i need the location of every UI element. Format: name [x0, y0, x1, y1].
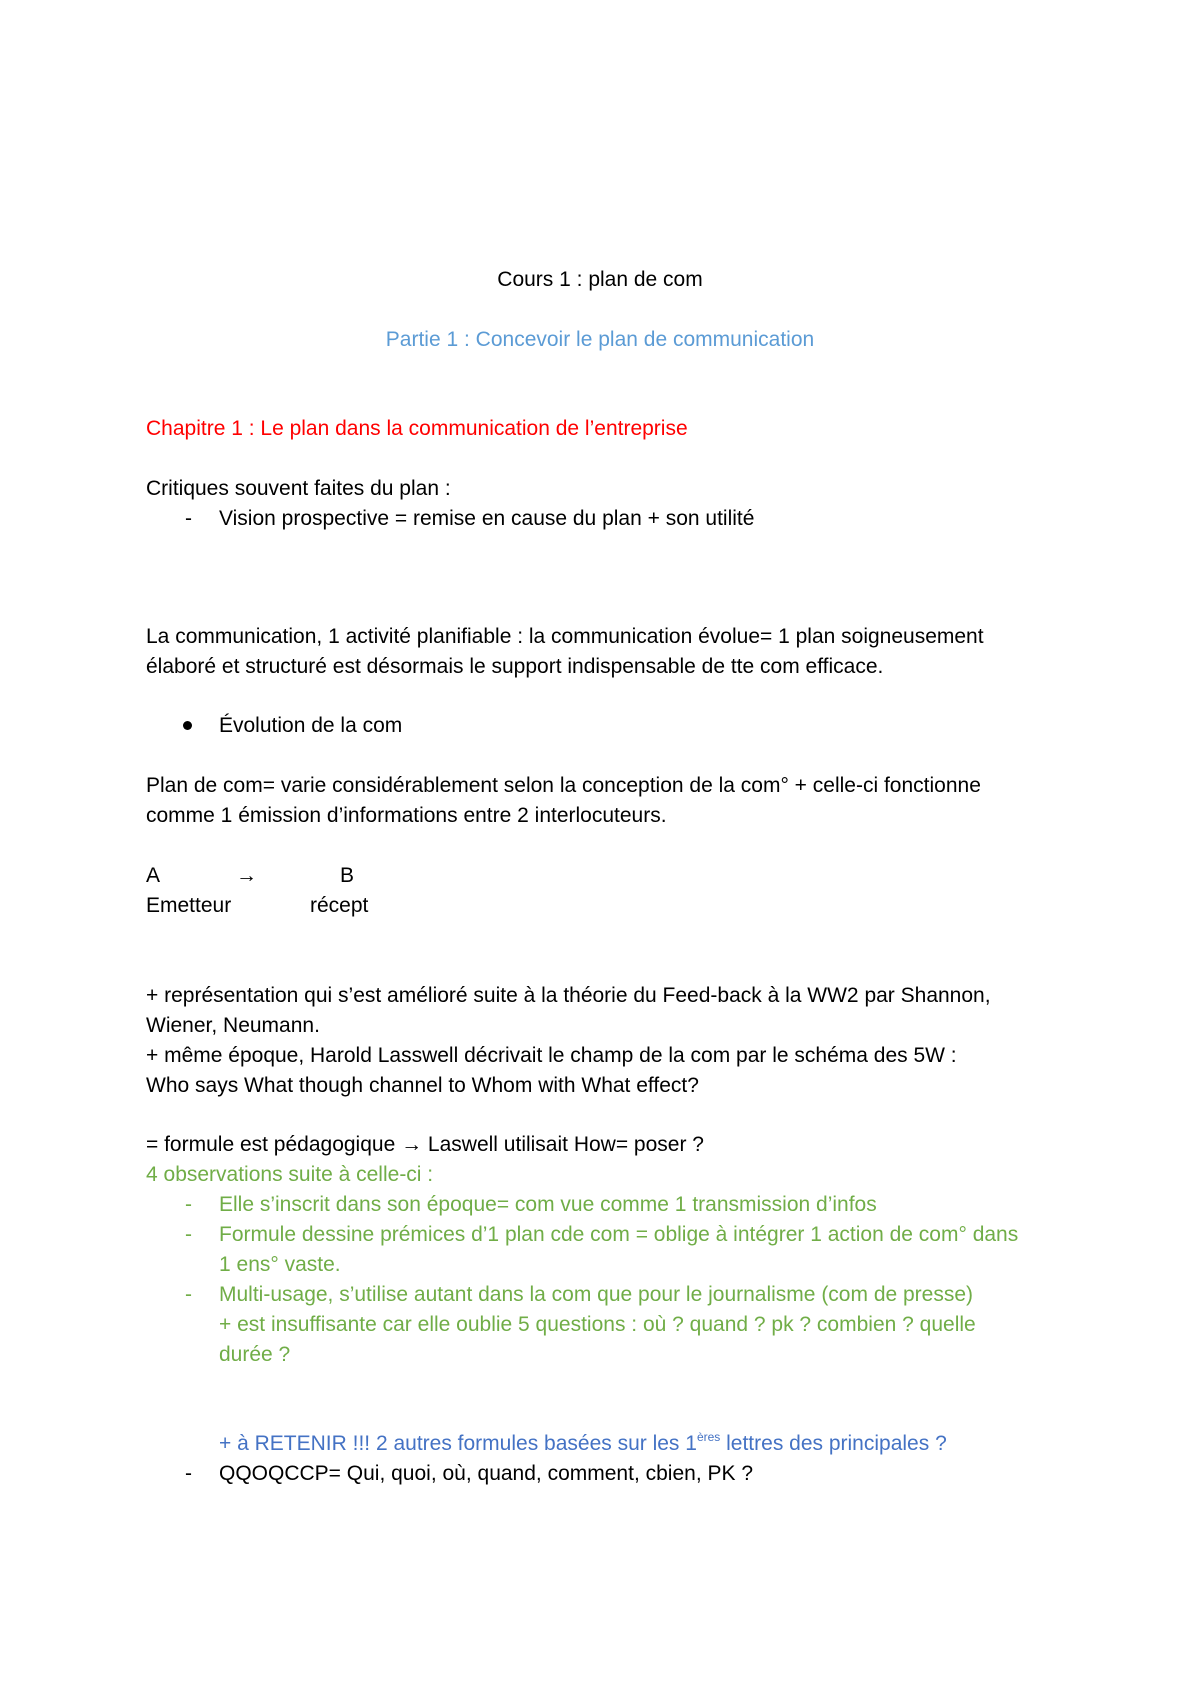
schema-receiver-label: récept [310, 894, 369, 917]
observation-item: Formule dessine prémices d’1 plan cde com = oblige à intégrer 1 action de com° dans [219, 1223, 1019, 1246]
observation-item: Elle s’inscrit dans son époque= com vue comme 1 transmission d’infos [219, 1193, 877, 1216]
schema-sender-letter: A [146, 864, 161, 887]
retenir-text-end: lettres des principales ? [720, 1432, 947, 1455]
paragraph-line: + même époque, Harold Lasswell décrivait le champ de la com par le schéma des 5W : [146, 1044, 957, 1067]
dash-marker: - [185, 1193, 192, 1216]
observation-item-continued: + est insuffisante car elle oublie 5 questions : où ? quand ? pk ? combien ? quelle [219, 1313, 976, 1336]
observations-heading: 4 observations suite à celle-ci : [146, 1163, 434, 1186]
chapter-title: Chapitre 1 : Le plan dans la communication de l’entreprise [146, 417, 688, 440]
dash-marker: - [185, 1223, 192, 1246]
paragraph-line: Wiener, Neumann. [146, 1014, 320, 1037]
dash-marker: - [185, 1283, 192, 1306]
arrow-icon: → [236, 864, 257, 887]
critiques-heading: Critiques souvent faites du plan : [146, 477, 451, 500]
dash-marker: - [185, 507, 192, 530]
observation-item-continued: durée ? [219, 1343, 291, 1366]
formula-line: = formule est pédagogique → Laswell utilisait How= poser ? [146, 1133, 704, 1156]
retenir-text: + à RETENIR !!! 2 autres formules basées sur les 1 [219, 1432, 697, 1455]
schema-sender-label: Emetteur [146, 894, 232, 917]
document-title: Cours 1 : plan de com [497, 268, 703, 291]
dash-marker: - [185, 1462, 192, 1485]
schema-receiver-letter: B [340, 864, 355, 887]
observation-item-continued: 1 ens° vaste. [219, 1253, 341, 1276]
bullet-item: Évolution de la com [219, 714, 403, 737]
part-title: Partie 1 : Concevoir le plan de communication [385, 328, 815, 351]
paragraph-line: Plan de com= varie considérablement selon la conception de la com° + celle-ci fonctionne [146, 774, 981, 797]
retenir-line [219, 1429, 947, 1459]
paragraph-line: La communication, 1 activité planifiable : la communication évolue= 1 plan soigneusement [146, 625, 984, 648]
paragraph-line: + représentation qui s’est amélioré suite à la théorie du Feed-back à la WW2 par Shannon, [146, 984, 991, 1007]
critiques-item: Vision prospective = remise en cause du plan + son utilité [219, 507, 755, 530]
retenir-superscript: ères [696, 1430, 721, 1444]
paragraph-line: élaboré et structuré est désormais le support indispensable de tte com efficace. [146, 655, 884, 678]
qqoqccp-item: QQOQCCP= Qui, quoi, où, quand, comment, cbien, PK ? [219, 1462, 754, 1485]
observation-item: Multi-usage, s’utilise autant dans la com que pour le journalisme (com de presse) [219, 1283, 974, 1306]
paragraph-line: comme 1 émission d’informations entre 2 interlocuteurs. [146, 804, 667, 827]
paragraph-line: Who says What though channel to Whom with What effect? [146, 1074, 699, 1097]
bullet-icon [183, 721, 192, 730]
